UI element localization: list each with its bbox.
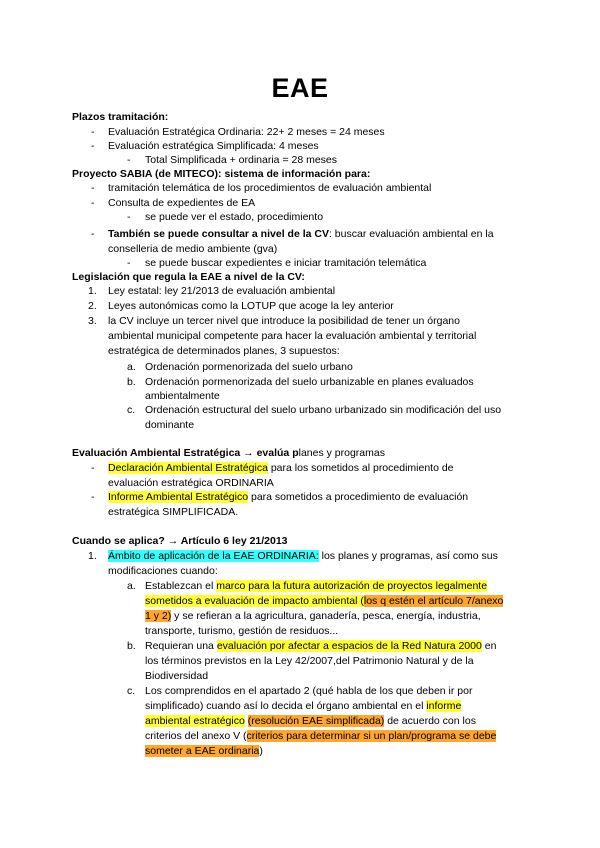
bullet-dash: - [91, 462, 95, 474]
highlight-dae: Declaración Ambiental Estratégica [108, 462, 268, 474]
bullet-dash: - [91, 140, 95, 152]
highlight-criterios: criterios para determinar si un plan/programa se debe [246, 730, 497, 742]
sabia-item-cv-line2: conselleria de medio ambiente (gva) [108, 243, 278, 255]
sabia-item-cv-bold: También se puede consultar a nivel de la CV [108, 228, 329, 240]
legislacion-heading: Legislación que regula la EAE a nivel de la CV: [72, 271, 305, 283]
cuando-sub-a-line3 [145, 610, 481, 623]
cuando-sub-c-line2 [145, 700, 461, 713]
evaluacion-item-dae-line2: evaluación estratégica ORDINARIA [108, 477, 274, 489]
sabia-item-consulta: Consulta de expedientes de EA [108, 197, 256, 209]
highlight-marco: marco para la futura autorización de proyectos legalmente [216, 580, 488, 592]
list-letter: c. [127, 685, 136, 697]
list-number: 1. [88, 550, 97, 562]
cuando-sub-c-line5-rest: ) [259, 745, 263, 757]
sabia-heading-part1: Proyecto SABIA (de MITECO [72, 168, 215, 180]
legislacion-sub-c-line1: Ordenación estructural del suelo urbano urbanizado sin modificación del uso [145, 404, 502, 416]
sabia-item-consulta-sub: se puede ver el estado, procedimiento [145, 211, 324, 223]
cuando-item-ambito-line2: modificaciones cuando: [108, 565, 218, 577]
cuando-sub-a-line4: transporte, turismo, gestión de residuos... [145, 625, 339, 637]
legislacion-item-estatal: Ley estatal: ley 21/2013 de evaluación ambiental [108, 285, 336, 297]
highlight-articulo7: los q estén el artículo 7/anexo [363, 595, 504, 607]
cuando-sub-a-rest: y se refieran a la agricultura, ganadería, pesca, energía, industria, [171, 610, 481, 622]
sabia-item-cv-rest: : buscar evaluación ambiental en la [328, 228, 494, 240]
highlight-anexo: 1 y 2) [145, 610, 172, 622]
list-letter: b. [127, 376, 136, 388]
cuando-sub-c-line4-pre: criterios del anexo V ( [145, 730, 247, 742]
cuando-sub-b-line3: Biodiversidad [145, 670, 209, 682]
sabia-item-tramitacion: tramitación telemática de los procedimientos de evaluación ambiental [108, 182, 432, 194]
legislacion-item-cv-line3: estratégica de determinados planes, 3 supuestos: [108, 345, 340, 357]
cuando-sub-c-line3-rest: de acuerdo con los [384, 715, 476, 727]
list-number: 1. [88, 285, 97, 297]
evaluacion-item-iae [108, 491, 468, 504]
sabia-heading-part2: ): sistema de información para: [214, 168, 371, 180]
bullet-dash: - [127, 257, 131, 269]
cuando-sub-a-line2 [145, 595, 503, 608]
evaluacion-heading-rest: lanes y programas [298, 447, 385, 459]
evaluacion-heading-bold: Evaluación Ambiental Estratégica → evalúa p [72, 447, 299, 459]
cuando-sub-c-line4 [145, 730, 496, 743]
evaluacion-item-dae-rest: para los sometidos al procedimiento de [267, 462, 454, 474]
legislacion-item-autonomicas: Leyes autonómicas como la LOTUP que acoge la ley anterior [108, 300, 394, 312]
bullet-dash: - [91, 197, 95, 209]
legislacion-sub-a: Ordenación pormenorizada del suelo urbano [145, 361, 353, 373]
highlight-informe: informe [426, 700, 462, 712]
bullet-dash: - [91, 182, 95, 194]
cuando-sub-b-line1 [145, 640, 496, 653]
sabia-item-cv [108, 228, 494, 241]
list-number: 3. [88, 315, 97, 327]
legislacion-item-cv-line1: la CV incluye un tercer nivel que introduce la posibilidad de tener un órgano [108, 315, 460, 327]
cuando-sub-b-rest: en [481, 640, 497, 652]
plazos-heading: Plazos tramitación: [72, 111, 169, 123]
list-number: 2. [88, 300, 97, 312]
list-letter: c. [127, 404, 136, 416]
highlight-ambiental-estrategico: ambiental estratégico [145, 715, 245, 727]
bullet-dash: - [91, 491, 95, 503]
list-letter: a. [127, 361, 136, 373]
sabia-item-cv-sub: se puede buscar expedientes e iniciar tramitación telemática [145, 257, 427, 269]
evaluacion-item-iae-rest: para sometidos a procedimiento de evaluación [248, 491, 469, 503]
list-letter: b. [127, 640, 136, 652]
cuando-heading: Cuando se aplica? → Artículo 6 ley 21/2013 [72, 535, 288, 547]
cuando-sub-c-line5 [145, 745, 263, 758]
cuando-sub-b-line2: los términos previstos en la Ley 42/2007,del Patrimonio Natural y de la [145, 655, 474, 667]
highlight-ambito: Ámbito de aplicación de la EAE ORDINARIA: [108, 550, 319, 562]
cuando-sub-c-line2-pre: simplificado) cuando así lo decida el órgano ambiental en el [145, 700, 427, 712]
legislacion-item-cv-line2: ambiental municipal competente para hacer la evaluación ambiental y territorial [108, 330, 477, 342]
bullet-dash: - [127, 154, 131, 166]
evaluacion-item-iae-line2: estratégica SIMPLIFICADA. [108, 506, 239, 518]
bullet-dash: - [91, 126, 95, 138]
list-letter: a. [127, 580, 136, 592]
highlight-resolucion: (resolución EAE simplificada) [247, 715, 385, 727]
cuando-sub-b-pre: Requieran una [145, 640, 217, 652]
evaluacion-item-dae [108, 462, 454, 475]
plazos-item-ordinaria: Evaluación Estratégica Ordinaria: 22+ 2 meses = 24 meses [108, 126, 385, 138]
highlight-someter: someter a EAE ordinaria [145, 745, 260, 757]
cuando-sub-a-pre: Establezcan el [145, 580, 217, 592]
legislacion-sub-c-line2: dominante [145, 419, 195, 431]
cuando-sub-a-line1 [145, 580, 487, 593]
highlight-iae: Informe Ambiental Estratégico [108, 491, 249, 503]
highlight-red-natura: evaluación por afectar a espacios de la Red Natura 2000 [216, 640, 482, 652]
sabia-heading [72, 168, 370, 181]
cuando-item-ambito-rest: los planes y programas, así como sus [318, 550, 498, 562]
bullet-dash: - [127, 211, 131, 223]
cuando-sub-c-line3 [145, 715, 476, 728]
plazos-item-simplificada: Evaluación estratégica Simplificada: 4 meses [108, 140, 319, 152]
plazos-sub-total: Total Simplificada + ordinaria = 28 meses [145, 154, 338, 166]
highlight-sometidos: sometidos a evaluación de impacto ambiental ( [145, 595, 364, 607]
legislacion-sub-b-line2: ambientalmente [145, 390, 220, 402]
bullet-dash: - [91, 228, 95, 240]
page-title: EAE [271, 73, 329, 103]
legislacion-sub-b-line1: Ordenación pormenorizada del suelo urbanizable en planes evaluados [145, 376, 474, 388]
cuando-item-ambito [108, 550, 498, 563]
evaluacion-heading [72, 447, 385, 460]
cuando-sub-c-line1: Los comprendidos en el apartado 2 (qué habla de los que deben ir por [145, 685, 473, 697]
